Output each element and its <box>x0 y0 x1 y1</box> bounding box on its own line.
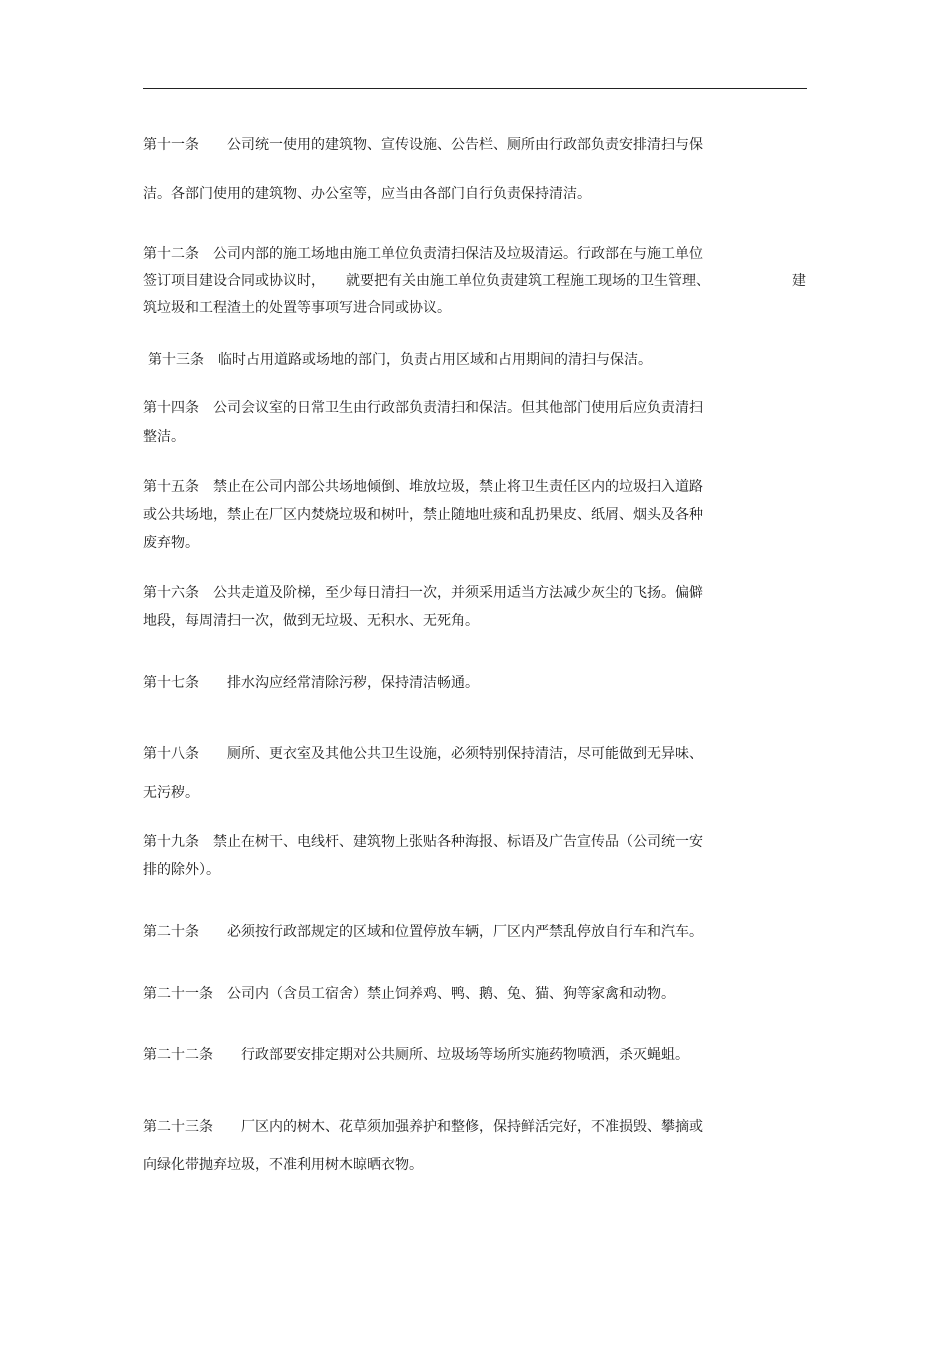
article-14-line-1: 第十四条 公司会议室的日常卫生由行政部负责清扫和保洁。但其他部门使用后应负责清扫 <box>143 400 703 416</box>
article-14-line-2: 整洁。 <box>143 429 185 445</box>
article-12-line-2: 签订项目建设合同或协议时， 就要把有关由施工单位负责建筑工程施工现场的卫生管理、 <box>143 273 710 289</box>
article-11-line-2: 洁。各部门使用的建筑物、办公室等，应当由各部门自行负责保持清洁。 <box>143 186 591 202</box>
article-23-line-1: 第二十三条 厂区内的树木、花草须加强养护和整修，保持鲜活完好，不准损毁、攀摘或 <box>143 1119 703 1135</box>
article-21-line-1: 第二十一条 公司内（含员工宿舍）禁止饲养鸡、鸭、鹅、兔、猫、狗等家禽和动物。 <box>143 986 675 1002</box>
article-12-line-1: 第十二条 公司内部的施工场地由施工单位负责清扫保洁及垃圾清运。行政部在与施工单位 <box>143 246 703 262</box>
article-18-line-1: 第十八条 厕所、更衣室及其他公共卫生设施，必须特别保持清洁，尽可能做到无异味、 <box>143 746 703 762</box>
article-17-line-1: 第十七条 排水沟应经常清除污秽，保持清洁畅通。 <box>143 675 479 691</box>
header-rule <box>143 88 807 89</box>
article-19-line-1: 第十九条 禁止在树干、电线杆、建筑物上张贴各种海报、标语及广告宣传品（公司统一安 <box>143 834 703 850</box>
article-13-line-1: 第十三条 临时占用道路或场地的部门，负责占用区域和占用期间的清扫与保洁。 <box>148 352 652 368</box>
article-12-line-3: 筑垃圾和工程渣土的处置等事项写进合同或协议。 <box>143 300 451 316</box>
article-20-line-1: 第二十条 必须按行政部规定的区域和位置停放车辆，厂区内严禁乱停放自行车和汽车。 <box>143 924 703 940</box>
article-23-line-2: 向绿化带抛弃垃圾，不准利用树木晾晒衣物。 <box>143 1157 423 1173</box>
article-15-line-3: 废弃物。 <box>143 535 199 551</box>
article-16-line-1: 第十六条 公共走道及阶梯，至少每日清扫一次，并须采用适当方法减少灰尘的飞扬。偏僻 <box>143 585 703 601</box>
article-15-line-1: 第十五条 禁止在公司内部公共场地倾倒、堆放垃圾，禁止将卫生责任区内的垃圾扫入道路 <box>143 479 703 495</box>
article-22-line-1: 第二十二条 行政部要安排定期对公共厕所、垃圾场等场所实施药物喷洒，杀灭蝇蛆。 <box>143 1047 689 1063</box>
article-19-line-2: 排的除外）。 <box>143 862 220 878</box>
article-16-line-2: 地段，每周清扫一次，做到无垃圾、无积水、无死角。 <box>143 613 479 629</box>
article-18-line-2: 无污秽。 <box>143 785 199 801</box>
article-11-line-1: 第十一条 公司统一使用的建筑物、宣传设施、公告栏、厕所由行政部负责安排清扫与保 <box>143 137 703 153</box>
article-12-line-2-end: 建 <box>792 273 806 289</box>
article-15-line-2: 或公共场地，禁止在厂区内焚烧垃圾和树叶，禁止随地吐痰和乱扔果皮、纸屑、烟头及各种 <box>143 507 703 523</box>
